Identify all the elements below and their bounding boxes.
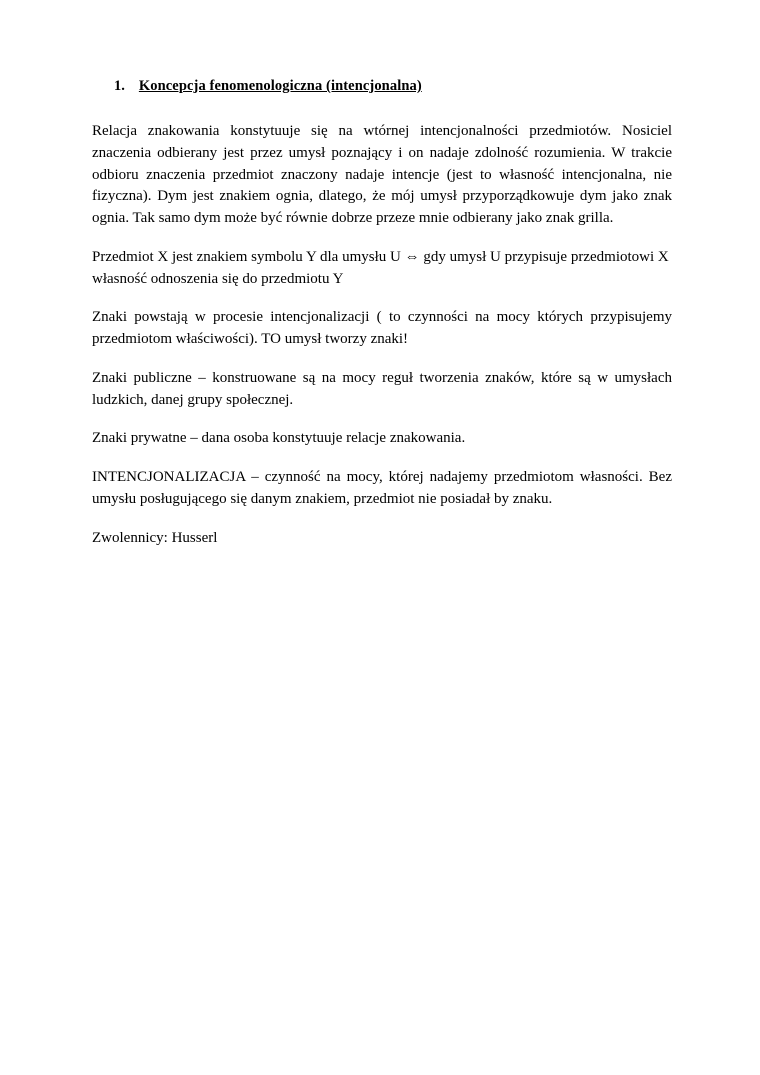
paragraph-4: Znaki publiczne – konstruowane są na mocy reguł tworzenia znaków, które są w umysłach ludzkich, danej grupy społecznej. [92, 369, 672, 408]
heading-title: Koncepcja fenomenologiczna (intencjonalna) [138, 78, 422, 94]
section-heading [114, 78, 672, 95]
paragraph-6: INTENCJONALIZACJA – czynność na mocy, której nadajemy przedmiotom własności. Bez umysłu posługującego się danym znakiem, przedmiot nie posiadał by znaku. [92, 469, 672, 507]
paragraph-3: Znaki powstają w procesie intencjonalizacji ( to czynności na mocy których przypisujemy przedmiotom właściwości). TO umysł tworzy znaki! [92, 309, 672, 347]
heading-number: 1. [114, 78, 125, 94]
paragraph-2: Przedmiot X jest znakiem symbolu Y dla umysłu U ⇔ gdy umysł U przypisuje przedmiotowi X własność odnoszenia się do przedmiotu Y [92, 248, 669, 287]
paragraph-5: Znaki prywatne – dana osoba konstytuuje relacje znakowania. [92, 430, 466, 447]
paragraph-7: Zwolennicy: Husserl [92, 529, 218, 546]
paragraph-1: Relacja znakowania konstytuuje się na wtórnej intencjonalności przedmiotów. Nosiciel znaczenia odbierany jest przez umysł poznający i on nadaje zdolność rozumienia. W trakcie odbioru znaczenia przedmiot znaczony nadaje intencje (jest to własność intencjonalna, nie fizyczna). Dym jest znakiem ognia, dlatego, że mój umysł przyporządkowuje dym jako znak ognia. Tak samo dym może być równie dobrze przeze mnie odbierany jako znak grilla. [92, 123, 672, 226]
